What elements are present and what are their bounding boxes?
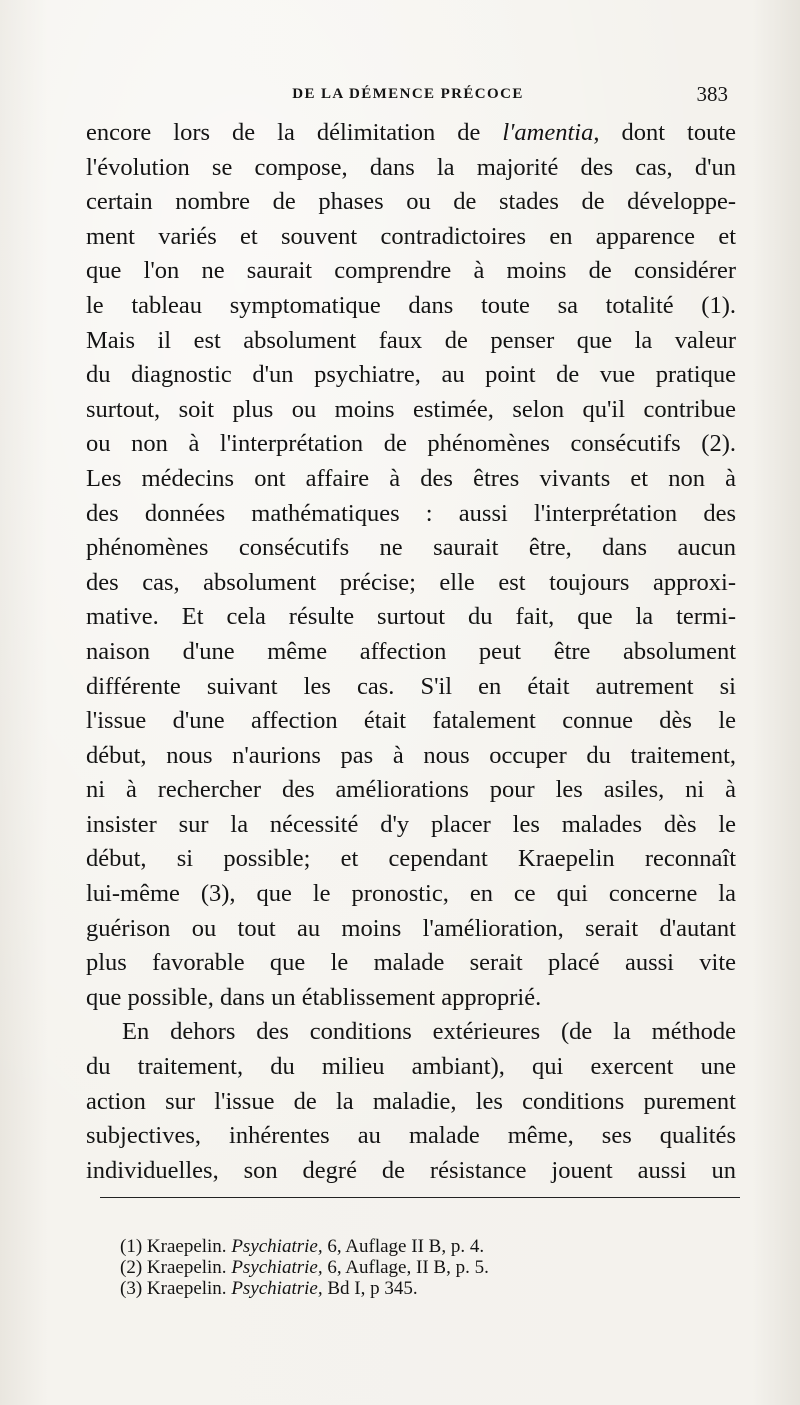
body-text: [86, 116, 736, 1188]
text-line: insister sur la nécessité d'y placer les malades dès le: [86, 810, 736, 838]
footnote: (1) Kraepelin. Psychiatrie, 6, Auflage II B, p. 4.: [120, 1236, 485, 1257]
text-line: naison d'une même affection peut être absolument: [86, 637, 736, 665]
text-line: des cas, absolument précise; elle est toujours approxi-: [86, 568, 736, 596]
text-line: mative. Et cela résulte surtout du fait, que la termi-: [86, 603, 736, 631]
text-line: Les médecins ont affaire à des êtres vivants et non à: [86, 464, 736, 492]
text-line: ou non à l'interprétation de phénomènes consécutifs (2).: [86, 430, 736, 458]
footnotes: [120, 1236, 720, 1299]
text-line: subjectives, inhérentes au malade même, ses qualités: [86, 1122, 736, 1150]
text-line: action sur l'issue de la maladie, les conditions purement: [86, 1087, 736, 1115]
footnote: (3) Kraepelin. Psychiatrie, Bd I, p 345.: [120, 1278, 418, 1299]
footnote-divider: [100, 1197, 740, 1198]
text-line: du traitement, du milieu ambiant), qui exercent une: [86, 1053, 736, 1081]
text-line: encore lors de la délimitation de l'amentia, dont toute: [86, 119, 737, 146]
text-line: surtout, soit plus ou moins estimée, selon qu'il contribue: [86, 395, 736, 423]
text-line: lui-même (3), que le pronostic, en ce qui concerne la: [86, 880, 736, 908]
text-line: ment variés et souvent contradictoires en apparence et: [86, 222, 736, 250]
text-line: Mais il est absolument faux de penser que la valeur: [86, 326, 736, 354]
text-line: début, si possible; et cependant Kraepelin reconnaît: [86, 845, 736, 873]
text-line: phénomènes consécutifs ne saurait être, dans aucun: [86, 534, 736, 562]
text-line-paragraph-start: En dehors des conditions extérieures (de la méthode: [122, 1018, 736, 1046]
running-title: DE LA DÉMENCE PRÉCOCE: [292, 86, 524, 102]
text-line: guérison ou tout au moins l'amélioration, serait d'autant: [86, 914, 736, 942]
text-line: l'évolution se compose, dans la majorité des cas, d'un: [86, 153, 736, 181]
text-line: début, nous n'aurions pas à nous occuper du traitement,: [86, 741, 736, 769]
running-head: [88, 82, 728, 110]
text-line: du diagnostic d'un psychiatre, au point de vue pratique: [86, 361, 736, 389]
text-line: que possible, dans un établissement approprié.: [86, 983, 542, 1011]
text-line: le tableau symptomatique dans toute sa totalité (1).: [86, 291, 736, 319]
page-number: 383: [696, 82, 728, 106]
text-line: des données mathématiques : aussi l'interprétation des: [86, 499, 736, 527]
text-line: plus favorable que le malade serait placé aussi vite: [86, 949, 736, 977]
text-line: individuelles, son degré de résistance jouent aussi un: [86, 1156, 736, 1184]
emphasis-amentia: l'amentia: [502, 119, 594, 146]
text-line: l'issue d'une affection était fatalement connue dès le: [86, 707, 736, 735]
text-line: ni à rechercher des améliorations pour les asiles, ni à: [86, 776, 736, 804]
text-line: différente suivant les cas. S'il en était autrement si: [86, 672, 736, 700]
text-line: que l'on ne saurait comprendre à moins de considérer: [86, 257, 736, 285]
text-line: certain nombre de phases ou de stades de développe-: [86, 188, 736, 216]
footnote: (2) Kraepelin. Psychiatrie, 6, Auflage, II B, p. 5.: [120, 1257, 489, 1278]
